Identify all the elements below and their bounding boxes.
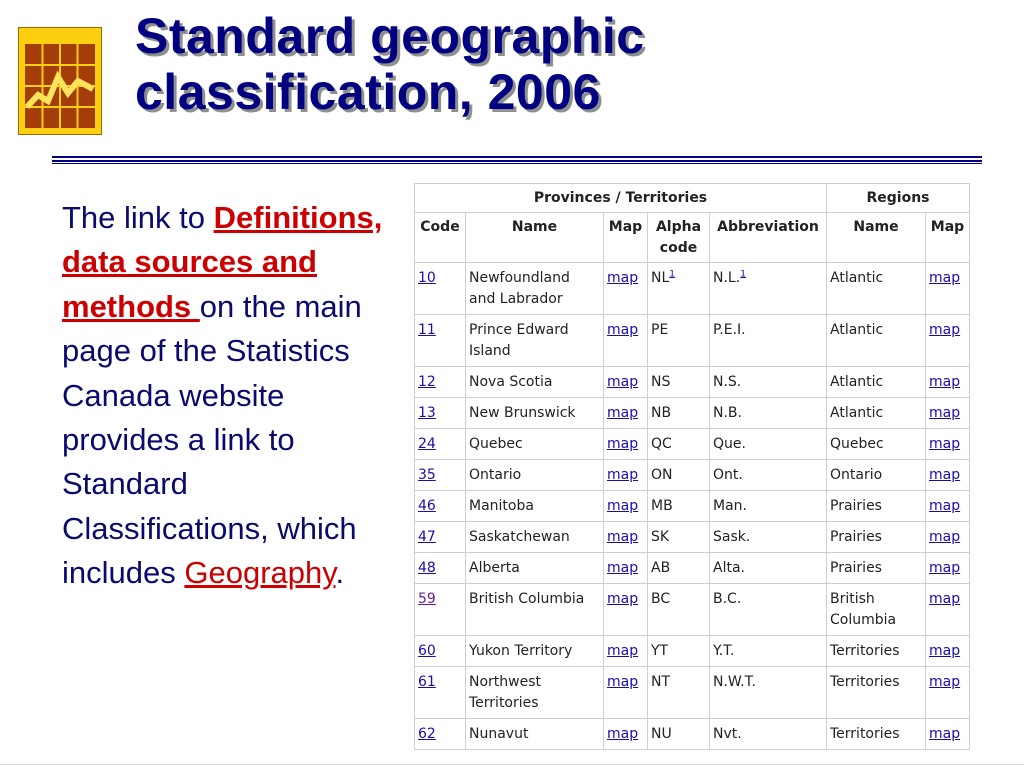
region-map-link[interactable]: map	[929, 560, 961, 576]
province-map-link[interactable]: map	[607, 643, 639, 659]
abbreviation: N.B.	[710, 398, 827, 429]
code-link[interactable]: 12	[418, 374, 436, 390]
geographic-classification-table	[414, 183, 970, 750]
alpha-code: NU	[648, 719, 710, 750]
province-name: Ontario	[466, 460, 604, 491]
column-header-name: Name	[466, 213, 604, 263]
middle-text: on the main page of the Statistics Canada website provides a link to Standard Classifications, which includes	[62, 288, 362, 591]
region-map-link[interactable]: map	[929, 374, 961, 390]
footnote-link[interactable]: 1	[669, 269, 676, 280]
region-map-link[interactable]: map	[929, 405, 961, 421]
table-row	[415, 263, 970, 315]
province-map-link[interactable]: map	[607, 436, 639, 452]
province-name: New Brunswick	[466, 398, 604, 429]
code-link[interactable]: 10	[418, 270, 436, 286]
abbreviation: N.S.	[710, 367, 827, 398]
province-name: Prince Edward Island	[466, 315, 604, 367]
region-map-link[interactable]: map	[929, 498, 961, 514]
title-divider	[52, 156, 982, 165]
province-name: Nova Scotia	[466, 367, 604, 398]
column-header-region-name: Name	[827, 213, 926, 263]
alpha-code: NS	[648, 367, 710, 398]
abbreviation: N.L.$^1$	[710, 263, 827, 315]
regions-group-header: Regions	[827, 184, 970, 213]
region-name: Atlantic	[827, 398, 926, 429]
code-link[interactable]: 24	[418, 436, 436, 452]
footnote-link[interactable]: 1	[740, 269, 746, 280]
region-name: Prairies	[827, 491, 926, 522]
province-map-link[interactable]: map	[607, 560, 639, 576]
alpha-code: SK	[648, 522, 710, 553]
region-map-link[interactable]: map	[929, 674, 961, 690]
table-row	[415, 667, 970, 719]
definitions-link[interactable]: Definitions, data sources and methods	[62, 200, 383, 324]
alpha-code: $NL^1$	[648, 263, 710, 315]
region-name: Atlantic	[827, 367, 926, 398]
table-row	[415, 584, 970, 636]
alpha-code: QC	[648, 429, 710, 460]
table-row	[415, 719, 970, 750]
region-name: Atlantic	[827, 315, 926, 367]
table-row	[415, 460, 970, 491]
table-row	[415, 636, 970, 667]
end-text: .	[335, 555, 345, 591]
province-name: Northwest Territories	[466, 667, 604, 719]
code-link[interactable]: 60	[418, 643, 436, 659]
geography-link[interactable]: Geography	[184, 555, 336, 591]
alpha-code: ON	[648, 460, 710, 491]
abbreviation: N.W.T.	[710, 667, 827, 719]
alpha-code: BC	[648, 584, 710, 636]
province-name: Quebec	[466, 429, 604, 460]
alpha-code: NB	[648, 398, 710, 429]
abbreviation: B.C.	[710, 584, 827, 636]
code-link[interactable]: 47	[418, 529, 436, 545]
region-name: Prairies	[827, 522, 926, 553]
column-header-abbreviation: Abbreviation	[710, 213, 827, 263]
region-map-link[interactable]: map	[929, 322, 961, 338]
region-map-link[interactable]: map	[929, 643, 961, 659]
chart-logo-icon	[18, 27, 102, 135]
province-map-link[interactable]: map	[607, 322, 639, 338]
region-map-link[interactable]: map	[929, 591, 961, 607]
province-map-link[interactable]: map	[607, 591, 639, 607]
province-map-link[interactable]: map	[607, 498, 639, 514]
column-header-alpha-code: Alpha code	[648, 213, 710, 263]
code-link[interactable]: 48	[418, 560, 436, 576]
province-name: British Columbia	[466, 584, 604, 636]
alpha-code: PE	[648, 315, 710, 367]
province-map-link[interactable]: map	[607, 374, 639, 390]
abbreviation: Ont.	[710, 460, 827, 491]
table-row	[415, 553, 970, 584]
province-name: Nunavut	[466, 719, 604, 750]
region-name: Ontario	[827, 460, 926, 491]
region-name: Territories	[827, 636, 926, 667]
abbreviation: Que.	[710, 429, 827, 460]
code-link[interactable]: 46	[418, 498, 436, 514]
abbreviation: Sask.	[710, 522, 827, 553]
province-map-link[interactable]: map	[607, 467, 639, 483]
page-title	[135, 8, 645, 120]
region-map-link[interactable]: map	[929, 270, 961, 286]
code-link[interactable]: 11	[418, 322, 436, 338]
region-name: Atlantic	[827, 263, 926, 315]
region-map-link[interactable]: map	[929, 529, 961, 545]
region-name: Prairies	[827, 553, 926, 584]
table-row	[415, 367, 970, 398]
region-name: Territories	[827, 667, 926, 719]
province-map-link[interactable]: map	[607, 674, 639, 690]
code-link[interactable]: 61	[418, 674, 436, 690]
province-map-link[interactable]: map	[607, 405, 639, 421]
region-name: British Columbia	[827, 584, 926, 636]
alpha-code: YT	[648, 636, 710, 667]
alpha-code: MB	[648, 491, 710, 522]
table-row	[415, 429, 970, 460]
code-link[interactable]: 35	[418, 467, 436, 483]
column-header-code: Code	[415, 213, 466, 263]
province-name: Manitoba	[466, 491, 604, 522]
province-map-link[interactable]: map	[607, 270, 639, 286]
region-map-link[interactable]: map	[929, 436, 961, 452]
region-map-link[interactable]: map	[929, 467, 961, 483]
intro-text: The link to	[62, 200, 214, 235]
abbreviation: Man.	[710, 491, 827, 522]
code-link[interactable]: 59	[418, 591, 436, 607]
column-header-region-map: Map	[926, 213, 970, 263]
title-line-1: Standard geographic	[135, 8, 645, 64]
code-link[interactable]: 62	[418, 726, 436, 742]
province-name: Yukon Territory	[466, 636, 604, 667]
description-paragraph	[62, 196, 392, 596]
province-map-link[interactable]: map	[607, 726, 639, 742]
region-name: Territories	[827, 719, 926, 750]
alpha-code: NT	[648, 667, 710, 719]
abbreviation: Alta.	[710, 553, 827, 584]
province-name: Saskatchewan	[466, 522, 604, 553]
bottom-divider	[0, 764, 1024, 765]
provinces-group-header: Provinces / Territories	[415, 184, 827, 213]
table-row	[415, 398, 970, 429]
title-line-2: classification, 2006	[135, 64, 601, 120]
table-row	[415, 315, 970, 367]
abbreviation: Y.T.	[710, 636, 827, 667]
province-map-link[interactable]: map	[607, 529, 639, 545]
column-header-map: Map	[604, 213, 648, 263]
abbreviation: P.E.I.	[710, 315, 827, 367]
abbreviation: Nvt.	[710, 719, 827, 750]
code-link[interactable]: 13	[418, 405, 436, 421]
table-row	[415, 522, 970, 553]
region-name: Quebec	[827, 429, 926, 460]
alpha-code: AB	[648, 553, 710, 584]
province-name: Alberta	[466, 553, 604, 584]
region-map-link[interactable]: map	[929, 726, 961, 742]
province-name: Newfoundland and Labrador	[466, 263, 604, 315]
table-row	[415, 491, 970, 522]
